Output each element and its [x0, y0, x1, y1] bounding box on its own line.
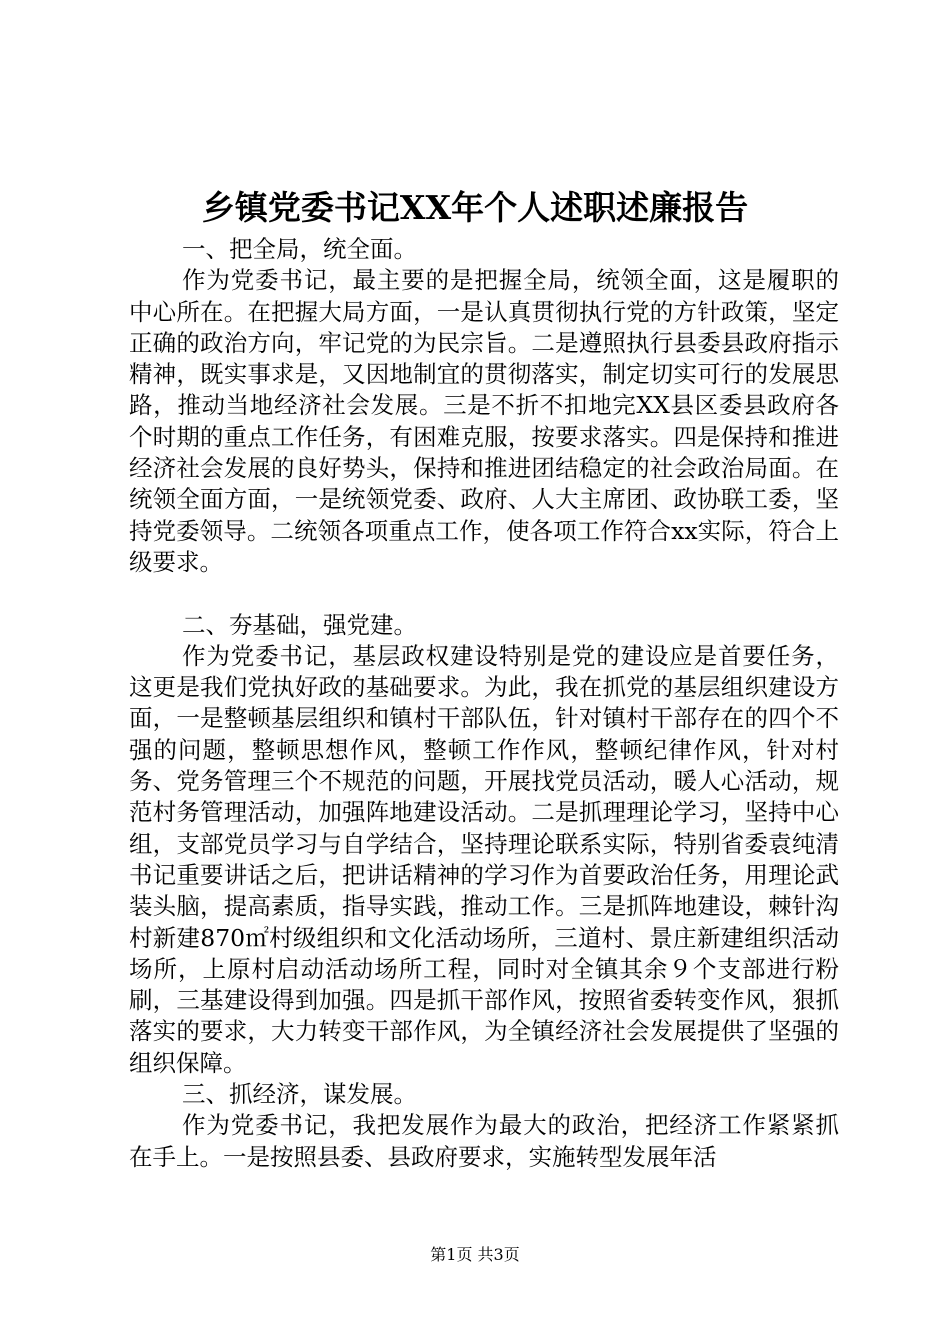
paragraph-1: 作为党委书记，最主要的是把握全局，统领全面，这是履职的中心所在。在把握大局方面，一是认真贯彻执行党的方针政策，坚定正确的政治方向，牢记党的为民宗旨。二是遵照执行县委县政府指示精神，既实事求是，又因地制宜的贯彻落实，制定切实可行的发展思路，推动当地经济社会发展。三是不折不扣地完XX县区委县政府各个时期的重点工作任务，有困难克服，按要求落实。四是保持和推进经济社会发展的良好势头，保持和推进团结稳定的社会政治局面。在统领全面方面，一是统领党委、政府、人大主席团、政协联工委，坚持党委领导。二统领各项重点工作，使各项工作符合xx实际，符合上级要求。	[129, 266, 839, 576]
page-footer: 第1页 共3页	[430, 1245, 520, 1264]
paragraph-gap	[129, 578, 839, 609]
section-heading-2: 二、夯基础，强党建。	[182, 610, 417, 639]
document-body	[129, 234, 839, 1173]
paragraph-2: 作为党委书记，基层政权建设特别是党的建设应是首要任务，这更是我们党执好政的基础要求。为此，我在抓党的基层组织建设方面，一是整顿基层组织和镇村干部队伍，针对镇村干部存在的四个不强的问题，整顿思想作风，整顿工作作风，整顿纪律作风，针对村务、党务管理三个不规范的问题，开展找党员活动，暖人心活动，规范村务管理活动，加强阵地建设活动。二是抓理理论学习，坚持中心组，支部党员学习与自学结合，坚持理论联系实际，特别省委袁纯清书记重要讲话之后，把讲话精神的学习作为首要政治任务，用理论武装头脑，提高素质，指导实践，推动工作。三是抓阵地建设，棘针沟村新建870㎡村级组织和文化活动场所，三道村、景庄新建组织活动场所，上原村启动活动场所工程，同时对全镇其余９个支部进行粉刷，三基建设得到加强。四是抓干部作风，按照省委转变作风，狠抓落实的要求，大力转变干部作风，为全镇经济社会发展提供了坚强的组织保障。	[129, 641, 839, 1077]
section-heading-1: 一、把全局，统全面。	[182, 235, 417, 263]
document-title: 乡镇党委书记XX年个人述职述廉报告	[201, 188, 749, 227]
paragraph-3: 作为党委书记，我把发展作为最大的政治，把经济工作紧紧抓在手上。一是按照县委、县政府要求，实施转型发展年活	[129, 1111, 839, 1171]
section-heading-3: 三、抓经济，谋发展。	[182, 1080, 417, 1109]
